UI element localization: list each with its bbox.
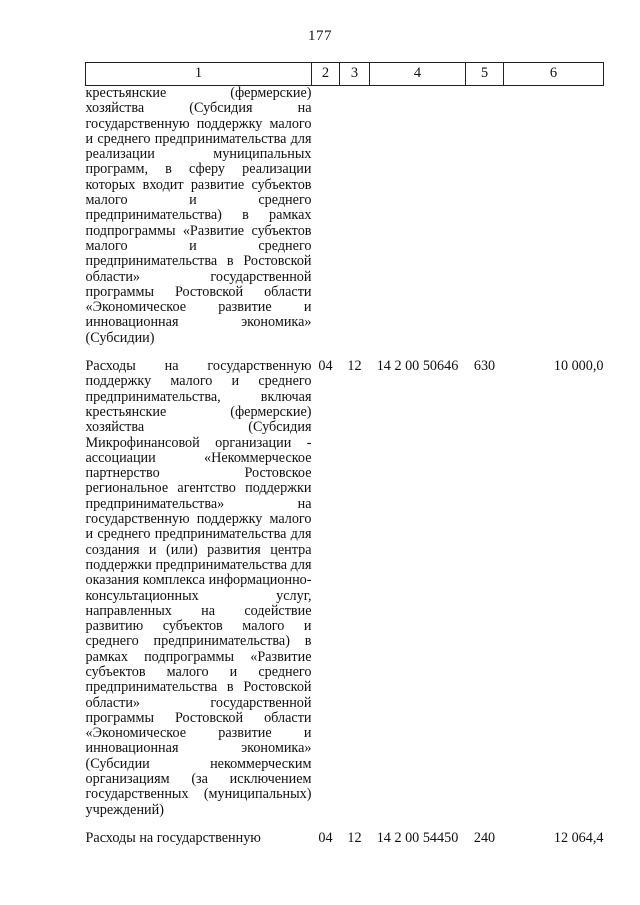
row-expense-type: 630 [473,358,496,375]
page-number: 177 [308,28,332,44]
column-header: 4 [370,63,466,86]
budget-table [85,62,604,846]
column-header: 1 [86,63,312,86]
column-header: 6 [504,63,604,86]
row-expense-type [466,86,504,347]
row-amount: 12 064,4 [553,829,604,846]
row-expense-type: 240 [473,829,496,846]
column-header: 2 [312,63,340,86]
column-number-header-row [86,63,604,86]
row-subsection [340,86,370,347]
table-row [86,831,604,846]
row-target-article [370,86,466,347]
table-row [86,359,604,818]
table-row [86,86,604,347]
row-amount [504,86,604,347]
row-section: 04 [318,358,333,375]
row-spacer [86,818,604,831]
row-description: Расходы на государственную [85,829,261,846]
row-target-article: 14 2 00 50646 [376,358,459,375]
row-amount: 10 000,0 [553,358,604,375]
row-section: 04 [318,829,333,846]
row-description: крестьянские (фермерские) хозяйства (Субсидия на государственную поддержку малого и среднего предпринимательства для реализации муниципальных программ, в сферу реализации которых входит развитие субъектов малого и среднего предпринимательства) в рамках подпрограммы «Развитие субъектов малого и среднего предпринимательства в Ростовской области» государственной программы Ростовской области «Экономическое развитие и инновационная экономика» (Субсидии) [85,85,312,346]
column-header: 5 [466,63,504,86]
row-subsection: 12 [347,358,362,375]
row-description: Расходы на государственную поддержку малого и среднего предпринимательства, включая крестьянские (фермерские) хозяйства (Субсидия Микрофинансовой организации - ассоциации «Некоммерческое партнерство Ростовское региональное агентство поддержки предпринимательства» на государственную поддержку малого и среднего предпринимательства для создания и (или) развития центра поддержки предпринимательства для оказания комплекса информационно-консультационных услуг, направленных на содействие развитию субъектов малого и среднего предпринимательства) в рамках подпрограммы «Развитие субъектов малого и среднего предпринимательства в Ростовской области» государственной программы Ростовской области «Экономическое развитие и инновационная экономика» (Субсидии некоммерческим организациям (за исключением государственных (муниципальных) учреждений) [85,358,312,818]
row-subsection: 12 [347,829,362,846]
row-target-article: 14 2 00 54450 [376,829,459,846]
column-header: 3 [340,63,370,86]
row-section [312,86,340,347]
